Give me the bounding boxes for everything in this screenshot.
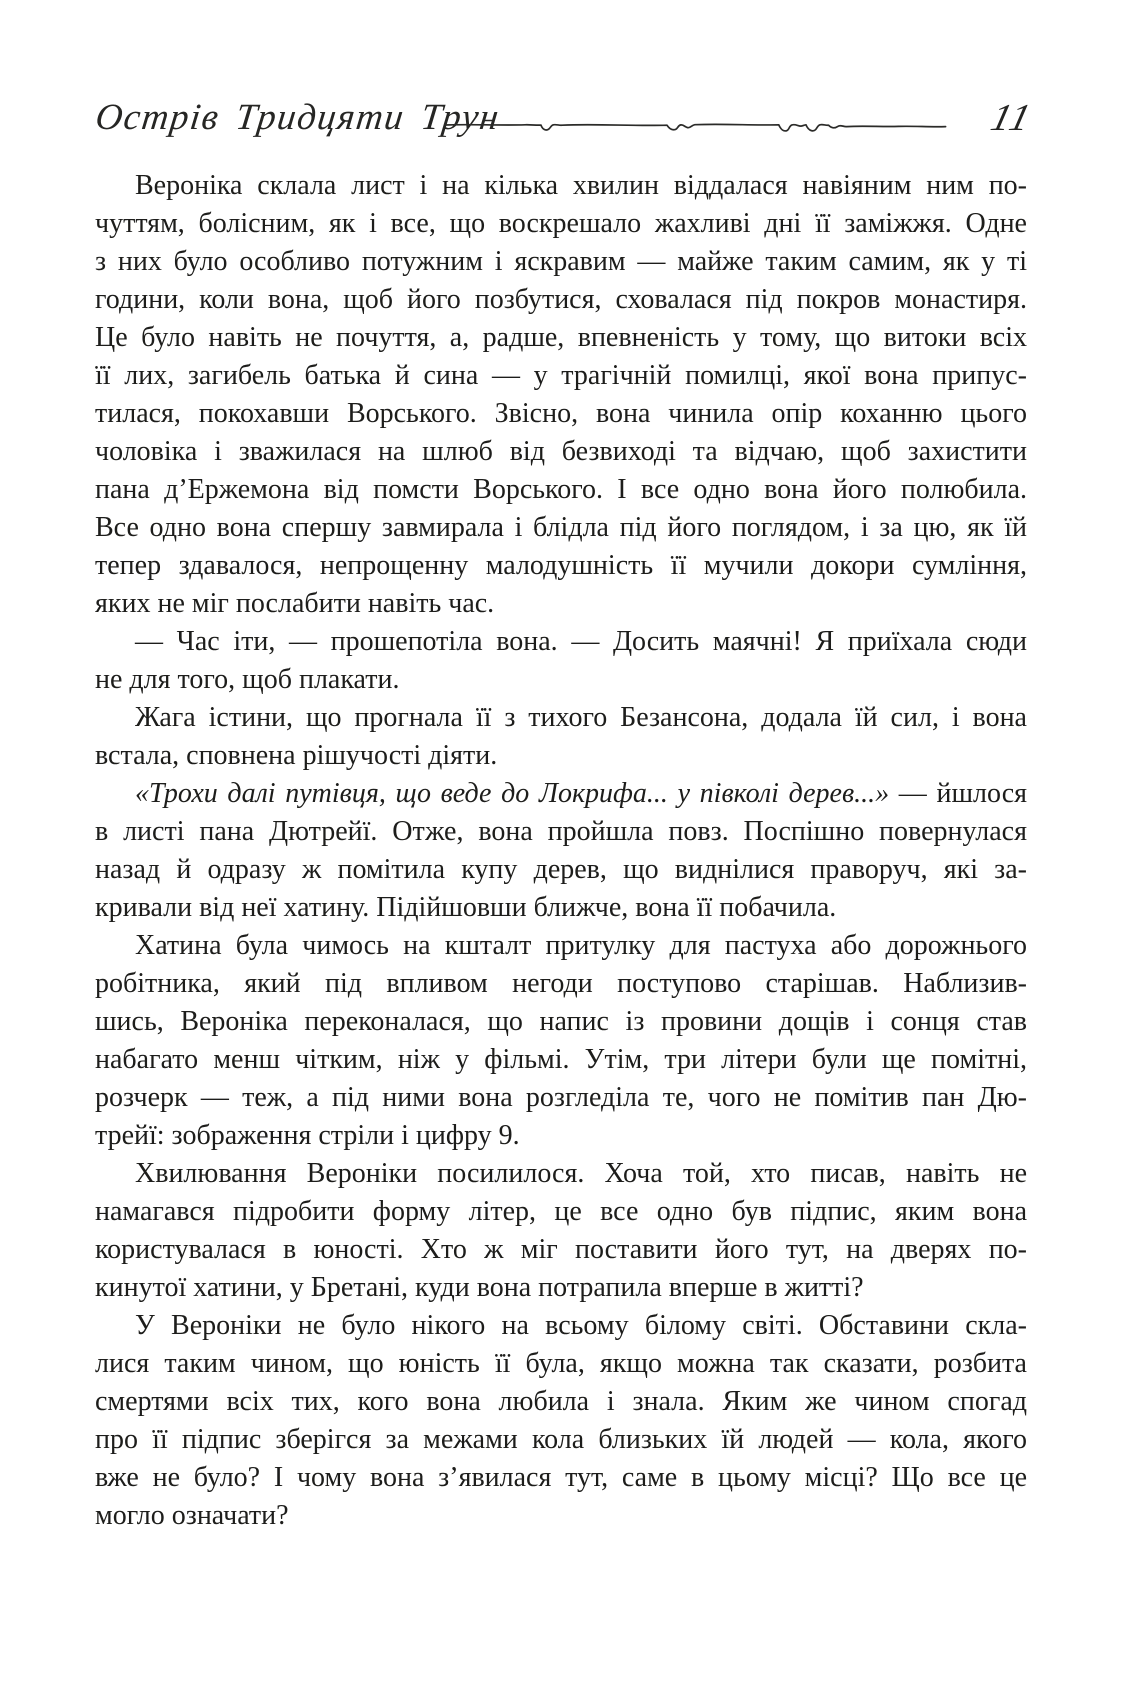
text-line-content xyxy=(135,778,1027,809)
text-line-content: встала, сповнена рішучості діяти. xyxy=(95,740,498,771)
text-line-content: її лих, загибель батька й сина — у трагічній помилці, якої вона припус- xyxy=(95,360,1027,391)
text-line xyxy=(95,1003,1027,1041)
text-line xyxy=(95,1307,1027,1345)
text-line xyxy=(95,1155,1027,1193)
text-line-content: пана д’Ержемона від помсти Ворського. І все одно вона його полюбила. xyxy=(95,474,1027,505)
text-line-content: могло означати? xyxy=(95,1500,289,1531)
text-segment: — йшлося xyxy=(889,778,1028,809)
text-line-content: не для того, щоб плакати. xyxy=(95,664,400,695)
text-line xyxy=(95,1421,1027,1459)
text-line xyxy=(95,699,1027,737)
text-line-content: набагато менш чітким, ніж у фільмі. Утім, три літери були ще помітні, xyxy=(95,1044,1027,1075)
paragraph xyxy=(95,927,1027,1155)
text-line xyxy=(95,205,1027,243)
text-line xyxy=(95,1041,1027,1079)
text-line xyxy=(95,889,1027,927)
text-line xyxy=(95,1193,1027,1231)
text-line xyxy=(95,1231,1027,1269)
text-line-content: лися таким чином, що юність її була, якщо можна так сказати, розбита xyxy=(95,1348,1027,1379)
text-line-content: в листі пана Дютрейї. Отже, вона пройшла повз. Поспішно повернулася xyxy=(95,816,1027,847)
text-line-content: тепер здавалося, непрощенну малодушність її мучили докори сумління, xyxy=(95,550,1027,581)
text-line-content: Це було навіть не почуття, а, радше, впевненість у тому, що витоки всіх xyxy=(95,322,1027,353)
text-line-content: розчерк — теж, а під ними вона розгледіла те, чого не помітив пан Дю- xyxy=(95,1082,1027,1113)
text-line xyxy=(95,965,1027,1003)
text-line xyxy=(95,661,1027,699)
text-line xyxy=(95,395,1027,433)
text-line-content: користувалася в юності. Хто ж міг поставити його тут, на дверях по- xyxy=(95,1234,1027,1265)
text-line-content: назад й одразу ж помітила купу дерев, що виднілися праворуч, які за- xyxy=(95,854,1027,885)
paragraph xyxy=(95,1155,1027,1307)
text-line-content: з них було особливо потужним і яскравим — майже таким самим, як у ті xyxy=(95,246,1027,277)
text-line xyxy=(95,737,1027,775)
text-line-content: кинутої хатини, у Бретані, куди вона потрапила вперше в житті? xyxy=(95,1272,864,1303)
text-line-content: робітника, який під впливом негоди поступово старішав. Наблизив- xyxy=(95,968,1027,999)
text-line xyxy=(95,547,1027,585)
page-number: 11 xyxy=(986,97,1037,139)
text-line xyxy=(95,281,1027,319)
text-line xyxy=(95,433,1027,471)
text-line-content: трейї: зображення стріли і цифру 9. xyxy=(95,1120,520,1151)
text-line-content: Все одно вона спершу завмирала і блідла під його поглядом, і за цю, як їй xyxy=(95,512,1027,543)
paragraph xyxy=(95,167,1027,623)
paragraph xyxy=(95,699,1027,775)
text-line-content: смертями всіх тих, кого вона любила і знала. Яким же чином спогад xyxy=(95,1386,1027,1417)
text-line xyxy=(95,1459,1027,1497)
text-line-content: години, коли вона, щоб його позбутися, сховалася під покров монастиря. xyxy=(95,284,1027,315)
text-line xyxy=(95,1497,1027,1535)
paragraph xyxy=(95,623,1027,699)
text-line-content: яких не міг послабити навіть час. xyxy=(95,588,495,619)
body-text xyxy=(95,167,1027,1535)
text-line xyxy=(95,1079,1027,1117)
text-line xyxy=(95,1269,1027,1307)
text-line xyxy=(95,775,1027,813)
paragraph xyxy=(95,1307,1027,1535)
text-line xyxy=(95,243,1027,281)
text-line-content: намагався підробити форму літер, це все одно був підпис, яким вона xyxy=(95,1196,1027,1227)
text-line xyxy=(95,813,1027,851)
text-line-content: Хвилювання Вероніки посилилося. Хоча той, хто писав, навіть не xyxy=(135,1158,1027,1189)
text-line xyxy=(95,167,1027,205)
text-line xyxy=(95,1383,1027,1421)
text-line xyxy=(95,851,1027,889)
text-line-content: Жага істини, що прогнала її з тихого Безансона, додала їй сил, і вона xyxy=(135,702,1027,733)
paragraph xyxy=(95,775,1027,927)
text-line xyxy=(95,927,1027,965)
text-line-content: — Час іти, — прошепотіла вона. — Досить маячні! Я приїхала сюди xyxy=(135,626,1027,657)
text-line-content: Хатина була чимось на кшталт притулку для пастуха або дорожнього xyxy=(135,930,1027,961)
text-line xyxy=(95,357,1027,395)
text-line xyxy=(95,319,1027,357)
wavy-rule-icon xyxy=(443,109,970,139)
text-line xyxy=(95,471,1027,509)
text-line xyxy=(95,509,1027,547)
text-line xyxy=(95,623,1027,661)
text-line-content: У Вероніки не було нікого на всьому білому світі. Обставини скла- xyxy=(135,1310,1027,1341)
text-line-content: тилася, покохавши Ворського. Звісно, вона чинила опір коханню цього xyxy=(95,398,1027,429)
text-line xyxy=(95,1345,1027,1383)
text-line-content: чуттям, болісним, як і все, що воскрешало жахливі дні її заміжжя. Одне xyxy=(95,208,1027,239)
text-line-content: про її підпис зберігся за межами кола близьких їй людей — кола, якого xyxy=(95,1424,1027,1455)
text-line-content: вже не було? І чому вона з’явилася тут, саме в цьому місці? Що все це xyxy=(95,1462,1027,1493)
text-line-content: Вероніка склала лист і на кілька хвилин віддалася навіяним ним по- xyxy=(135,170,1027,201)
text-line-content: кривали від неї хатину. Підійшовши ближче, вона її побачила. xyxy=(95,892,837,923)
text-line xyxy=(95,585,1027,623)
text-line-content: чоловіка і зважилася на шлюб від безвиході та відчаю, щоб захистити xyxy=(95,436,1027,467)
quoted-italic-text: «Трохи далі путівця, що веде до Локрифа... у півколі дерев...» xyxy=(135,778,890,809)
text-line-content: шись, Вероніка переконалася, що напис із провини дощів і сонця став xyxy=(95,1006,1027,1037)
text-line xyxy=(95,1117,1027,1155)
running-title: Острів Тридцяти Трун xyxy=(93,97,503,138)
